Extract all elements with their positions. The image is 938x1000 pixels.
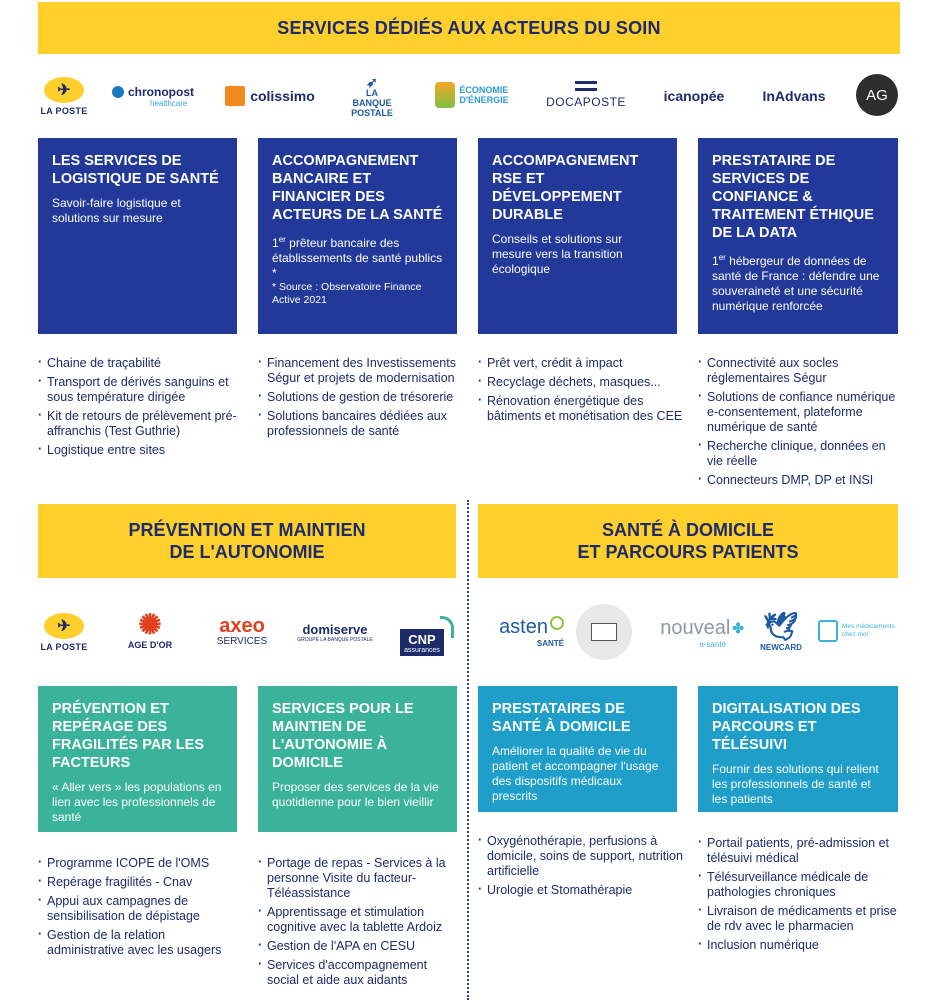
bullet-list-bancaire	[258, 356, 458, 443]
logo-inadvans: InAdvans	[762, 88, 826, 104]
card-desc: Fournir des solutions qui relient les professionnels de santé et les patients	[712, 762, 879, 806]
card-desc: Améliorer la qualité de vie du patient et accompagner l'usage des dispositifs médicaux prescrits	[492, 744, 659, 803]
card-digitalisation-parcours	[698, 686, 898, 812]
list-item: · Solutions de confiance numérique e-consentement, plateforme numérique de santé	[698, 390, 900, 435]
card-desc: 1er prêteur bancaire des établissements de santé publics *	[272, 235, 443, 280]
card-title: SERVICES POUR LE MAINTIEN DE L'AUTONOMIE À DOMICILE	[272, 701, 414, 771]
laposte-bird-icon: ✈	[44, 613, 84, 639]
card-title: PRÉVENTION ET REPÉRAGE DES FRAGILITÉS PAR LES FACTEURS	[52, 701, 204, 771]
list-item: · Appui aux campagnes de sensibilisation de dépistage	[38, 894, 238, 924]
card-note: * Source : Observatoire Finance Active 2021	[272, 281, 422, 306]
laposte-bird-icon: ✈	[44, 77, 84, 103]
list-item: · Urologie et Stomathérapie	[478, 883, 688, 898]
card-maintien-autonomie	[258, 686, 457, 832]
list-item: · Financement des Investissements Ségur et projets de modernisation	[258, 356, 458, 386]
card-title: ACCOMPAGNEMENT BANCAIRE ET FINANCIER DES ACTEURS DE LA SANTÉ	[272, 153, 443, 223]
logo-laposte: ✈ LA POSTE	[40, 74, 88, 118]
logo-icanopee: icanopée	[663, 88, 725, 104]
list-item: · Logistique entre sites	[38, 443, 238, 458]
cnp-swoosh-icon	[440, 616, 454, 638]
list-item: · Services d'accompagnement social et aide aux aidants	[258, 958, 460, 988]
logo-age-dor: ✺ AGE D'OR	[127, 609, 173, 650]
docaposte-lines-icon	[575, 81, 597, 91]
list-item: · Chaine de traçabilité	[38, 356, 238, 371]
list-item: · Oxygénothérapie, perfusions à domicile, soins de support, nutrition artificielle	[478, 834, 688, 879]
bullet-list-autonomie	[258, 856, 460, 992]
card-desc: Conseils et solutions sur mesure vers la transition écologique	[492, 232, 623, 276]
partner-badge-icon	[591, 623, 617, 641]
section-banner-domicile: SANTÉ À DOMICILE ET PARCOURS PATIENTS	[478, 504, 898, 578]
chronopost-mark-icon	[112, 86, 124, 98]
logo-domiserve: domiserve GROUPE LA BANQUE POSTALE	[297, 621, 373, 643]
logo-newcard: 🕊 NEWCARD	[760, 610, 802, 652]
list-item: · Programme ICOPE de l'OMS	[38, 856, 238, 871]
colissimo-box-icon	[225, 86, 245, 106]
list-item: · Portail patients, pré-admission et télésuivi médical	[698, 836, 900, 866]
section-banner-soin: SERVICES DÉDIÉS AUX ACTEURS DU SOIN	[38, 2, 900, 54]
logo-chronopost: chronopost healthcare	[112, 82, 196, 110]
card-rse-developpement	[478, 138, 677, 334]
card-logistique-sante	[38, 138, 237, 334]
logo-circle-partner	[576, 604, 632, 660]
logo-cnp: CNP assurances	[398, 610, 456, 656]
economie-energie-mark-icon	[435, 82, 455, 108]
logo-asten: asten SANTÉ	[499, 616, 564, 648]
logo-nouveal: nouveal ✤ e-santé	[660, 617, 744, 649]
card-desc: Proposer des services de la vie quotidienne pour le bien vieillir	[272, 780, 439, 809]
list-item: · Livraison de médicaments et prise de rdv avec le pharmacien	[698, 904, 900, 934]
list-item: · Inclusion numérique	[698, 938, 900, 953]
list-item: · Connectivité aux socles réglementaires Ségur	[698, 356, 900, 386]
bullet-list-prevention	[38, 856, 238, 962]
list-item: · Rénovation énergétique des bâtiments et monétisation des CEE	[478, 394, 684, 424]
list-item: · Gestion de la relation administrative avec les usagers	[38, 928, 238, 958]
card-prestataires-domicile	[478, 686, 677, 812]
section-divider	[467, 500, 469, 1000]
list-item: · Solutions bancaires dédiées aux professionnels de santé	[258, 409, 458, 439]
card-desc: « Aller vers » les populations en lien avec les professionnels de santé	[52, 780, 222, 824]
list-item: · Repérage fragilités - Cnav	[38, 875, 238, 890]
banque-postale-bird-icon: ➶	[366, 74, 378, 90]
list-item: · Kit de retours de prélèvement pré-affranchis (Test Guthrie)	[38, 409, 238, 439]
card-title: DIGITALISATION DES PARCOURS ET TÉLÉSUIVI	[712, 701, 861, 753]
card-title: PRESTATAIRES DE SANTÉ À DOMICILE	[492, 701, 631, 735]
list-item: · Gestion de l'APA en CESU	[258, 939, 460, 954]
logo-banque-postale: ➶ LA BANQUE POSTALE	[351, 74, 393, 118]
list-item: · Télésurveillance médicale de pathologies chroniques	[698, 870, 900, 900]
logo-economie-energie: ÉCONOMIE D'ÉNERGIE	[428, 78, 516, 112]
bullet-list-rse	[478, 356, 684, 428]
bullet-list-logistique	[38, 356, 238, 462]
list-item: · Apprentissage et stimulation cognitive avec la tablette Ardoiz	[258, 905, 460, 935]
list-item: · Solutions de gestion de trésorerie	[258, 390, 458, 405]
card-bancaire-financier	[258, 138, 457, 334]
medicaments-box-icon	[818, 620, 838, 642]
card-title: PRESTATAIRE DE SERVICES DE CONFIANCE & TRAITEMENT ÉTHIQUE DE LA DATA	[712, 153, 874, 241]
list-item: · Recyclage déchets, masques...	[478, 375, 684, 390]
logo-colissimo: colissimo	[222, 84, 318, 108]
card-desc: Savoir-faire logistique et solutions sur mesure	[52, 196, 181, 225]
nouveal-leaf-icon: ✤	[732, 620, 744, 636]
list-item: · Prêt vert, crédit à impact	[478, 356, 684, 371]
newcard-bird-icon: 🕊	[763, 610, 799, 642]
asten-ring-icon	[550, 616, 564, 630]
card-title: ACCOMPAGNEMENT RSE ET DÉVELOPPEMENT DURABLE	[492, 153, 639, 223]
card-prevention-facteurs	[38, 686, 237, 832]
logo-laposte-2: ✈ LA POSTE	[40, 610, 88, 654]
card-confiance-data	[698, 138, 898, 334]
list-item: · Connecteurs DMP, DP et INSI	[698, 473, 900, 488]
logo-axeo: axeo SERVICES	[216, 614, 268, 647]
section-banner-prevention: PRÉVENTION ET MAINTIEN DE L'AUTONOMIE	[38, 504, 456, 578]
bullet-list-domicile	[478, 834, 688, 902]
list-item: · Portage de repas - Services à la personne Visite du facteur-Téléassistance	[258, 856, 460, 901]
card-desc: 1er hébergeur de données de santé de France : défendre une souveraineté et une sécurité numérique renforcée	[712, 253, 880, 313]
logo-docaposte: DOCAPOSTE	[540, 78, 632, 112]
list-item: · Transport de dérivés sanguins et sous température dirigée	[38, 375, 238, 405]
card-title: LES SERVICES DE LOGISTIQUE DE SANTÉ	[52, 153, 219, 187]
bullet-list-data	[698, 356, 900, 492]
bullet-list-digitalisation	[698, 836, 900, 957]
logo-ag: AG	[856, 74, 898, 116]
list-item: · Recherche clinique, données en vie réelle	[698, 439, 900, 469]
age-dor-flower-icon: ✺	[138, 609, 162, 640]
logo-mes-medicaments: Mes médicaments chez moi	[816, 614, 900, 648]
